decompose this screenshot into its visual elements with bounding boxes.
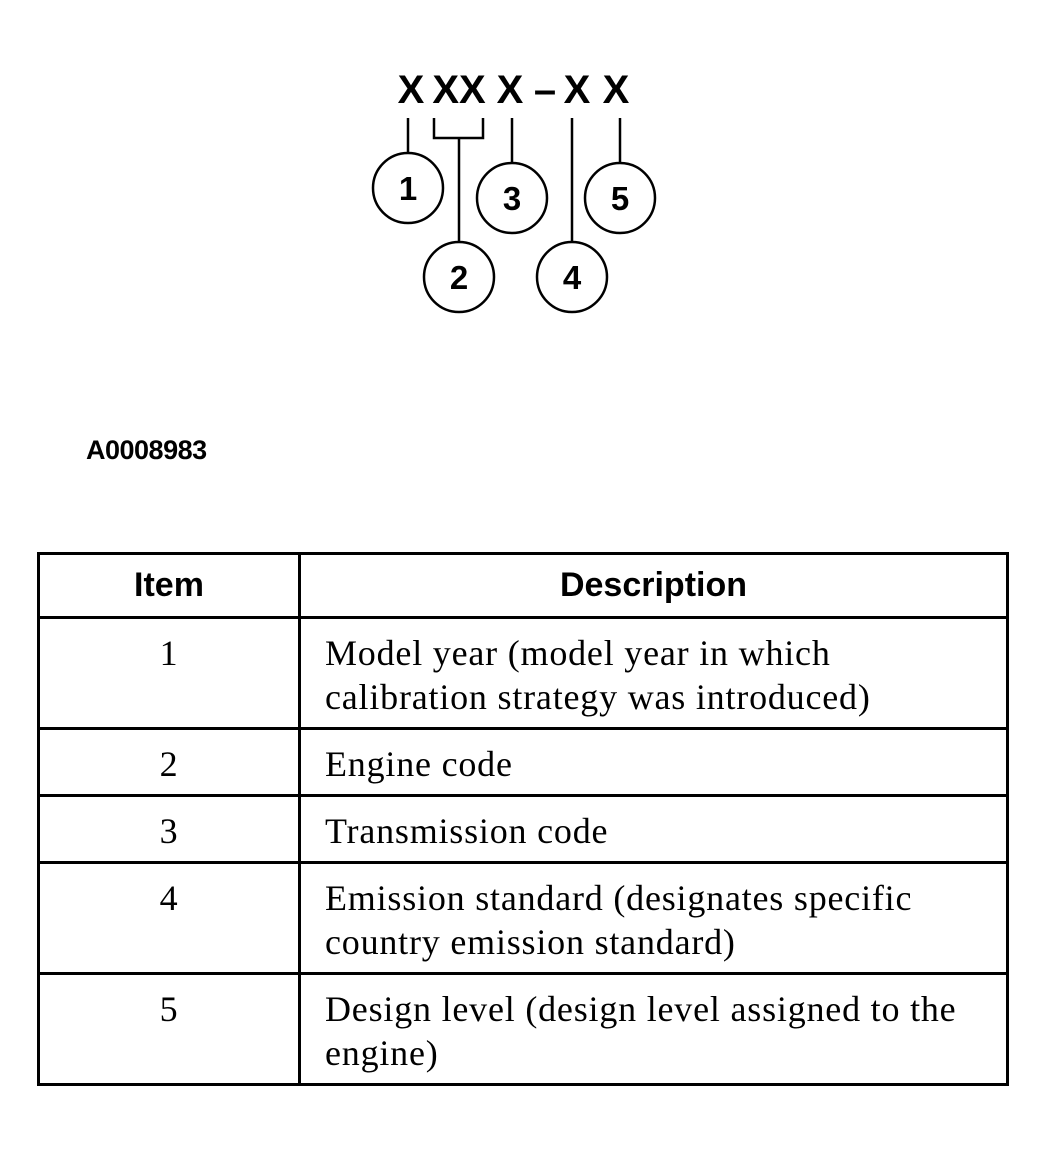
callout-3-label: 3 xyxy=(502,180,522,217)
item-description: Model year (model year in which calibration strategy was introduced) xyxy=(300,618,1008,729)
code-char-emission: X xyxy=(563,68,591,112)
code-char-dash: – xyxy=(533,68,557,112)
item-number: 5 xyxy=(39,974,300,1085)
callout-4-label: 4 xyxy=(562,259,582,296)
item-description: Emission standard (designates specific country emission standard) xyxy=(300,863,1008,974)
table-row xyxy=(39,729,1008,796)
legend-header-row xyxy=(39,554,1008,618)
table-row xyxy=(39,796,1008,863)
callout-3 xyxy=(477,163,547,233)
table-row xyxy=(39,974,1008,1085)
header-description: Description xyxy=(300,554,1008,618)
callout-4 xyxy=(537,242,607,312)
callout-2-label: 2 xyxy=(449,259,469,296)
table-row xyxy=(39,863,1008,974)
callout-5 xyxy=(585,163,655,233)
code-format-diagram xyxy=(0,0,1044,420)
callout-5-label: 5 xyxy=(610,180,630,217)
callout-1 xyxy=(373,153,443,223)
header-item: Item xyxy=(39,554,300,618)
item-number: 4 xyxy=(39,863,300,974)
figure-id: A0008983 xyxy=(86,435,207,465)
item-number: 1 xyxy=(39,618,300,729)
code-char-transmission: X xyxy=(496,68,524,112)
callout-2 xyxy=(424,242,494,312)
item-number: 2 xyxy=(39,729,300,796)
item-description: Transmission code xyxy=(300,796,1008,863)
item-description: Engine code xyxy=(300,729,1008,796)
bracket-2 xyxy=(434,118,483,138)
code-char-engine: XX xyxy=(432,68,486,112)
callout-1-label: 1 xyxy=(398,170,418,207)
code-char-model-year: X xyxy=(397,68,425,112)
item-description: Design level (design level assigned to the engine) xyxy=(300,974,1008,1085)
table-row xyxy=(39,618,1008,729)
legend-table xyxy=(37,552,1009,1086)
item-number: 3 xyxy=(39,796,300,863)
code-char-design-level: X xyxy=(602,68,630,112)
